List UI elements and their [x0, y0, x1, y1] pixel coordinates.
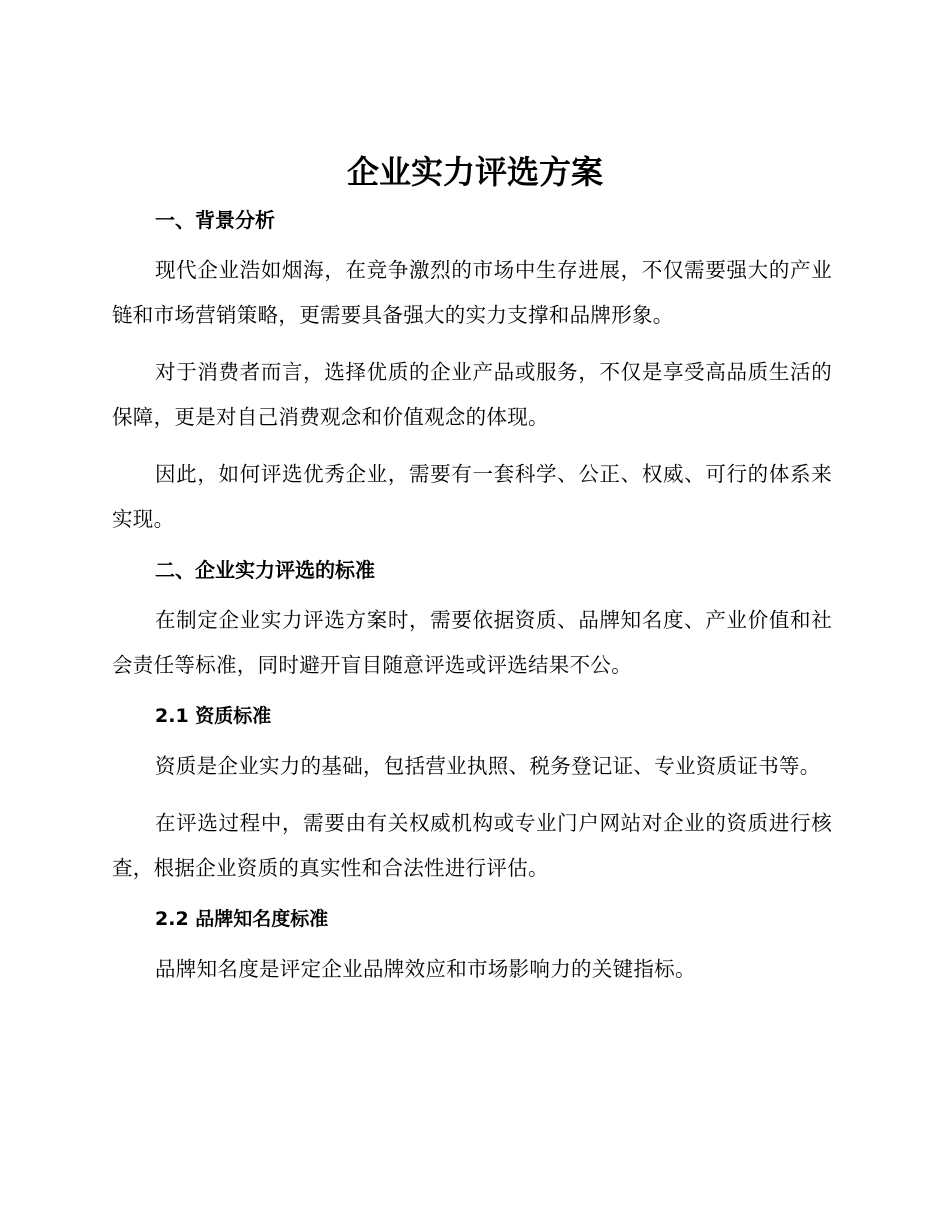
- document-title: 企业实力评选方案: [346, 153, 603, 191]
- section-heading: 二、企业实力评选的标准: [155, 558, 375, 582]
- paragraph: 对于消费者而言，选择优质的企业产品或服务，不仅是享受高品质生活的保障，更是对自己消费观念和价值观念的体现。: [112, 360, 832, 429]
- section-heading: 一、背景分析: [155, 208, 275, 232]
- paragraph: 现代企业浩如烟海，在竞争激烈的市场中生存进展，不仅需要强大的产业链和市场营销策略，更需要具备强大的实力支撑和品牌形象。: [112, 258, 832, 327]
- subsection-heading: 2.2 品牌知名度标准: [155, 908, 329, 930]
- paragraph: 品牌知名度是评定企业品牌效应和市场影响力的关键指标。: [155, 957, 696, 981]
- document-body: [112, 198, 832, 1004]
- paragraph: 在制定企业实力评选方案时，需要依据资质、品牌知名度、产业价值和社会责任等标准，同时避开盲目随意评选或评选结果不公。: [112, 608, 832, 677]
- subsection-heading: 2.1 资质标准: [155, 705, 272, 727]
- paragraph: 在评选过程中，需要由有关权威机构或专业门户网站对企业的资质进行核查，根据企业资质的真实性和合法性进行评估。: [112, 811, 832, 880]
- paragraph: 资质是企业实力的基础，包括营业执照、税务登记证、专业资质证书等。: [155, 754, 821, 778]
- paragraph: 因此，如何评选优秀企业，需要有一套科学、公正、权威、可行的体系来实现。: [112, 462, 832, 531]
